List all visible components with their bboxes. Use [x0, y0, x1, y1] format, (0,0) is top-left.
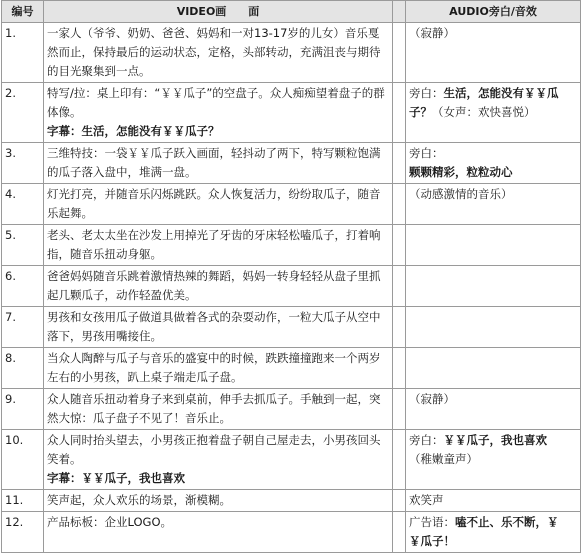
video-cell	[44, 143, 393, 184]
video-text: 众人随音乐扭动着身子来到桌前，伸手去抓瓜子。手触到一起，突然大惊：瓜子盘子不见了！音乐止。	[47, 392, 381, 425]
row-number: 11.	[2, 490, 44, 512]
gap-cell	[393, 512, 406, 553]
audio-bold-text: 颗颗精彩，粒粒动心	[409, 165, 513, 179]
gap-cell	[393, 83, 406, 143]
table-row	[2, 225, 581, 266]
video-text: 老头、老太太坐在沙发上用掉光了牙齿的牙床轻松嗑瓜子，打着响指，随音乐扭动身躯。	[47, 228, 381, 261]
table-row	[2, 430, 581, 490]
video-cell	[44, 184, 393, 225]
audio-bold-text: ￥￥瓜子，我也喜欢	[443, 433, 547, 447]
gap-cell	[393, 225, 406, 266]
row-number: 3.	[2, 143, 44, 184]
video-cell	[44, 225, 393, 266]
video-text: 男孩和女孩用瓜子做道具做着各式的杂耍动作，一粒大瓜子从空中落下，男孩用嘴接住。	[47, 310, 381, 343]
table-row	[2, 307, 581, 348]
audio-cell	[406, 143, 581, 184]
audio-tail-text: （稚嫩童声）	[409, 452, 478, 466]
audio-cell	[406, 23, 581, 83]
audio-tail-text: （女声：欢快喜悦）	[432, 105, 536, 119]
video-text: 笑声起，众人欢乐的场景，渐模糊。	[47, 493, 231, 507]
audio-text: 旁白：	[409, 433, 444, 447]
audio-text: （寂静）	[409, 26, 455, 40]
audio-cell	[406, 307, 581, 348]
header-audio: AUDIO旁白/音效	[406, 1, 581, 23]
table-row	[2, 490, 581, 512]
audio-cell	[406, 490, 581, 512]
video-cell	[44, 389, 393, 430]
gap-cell	[393, 490, 406, 512]
header-row	[2, 1, 581, 23]
gap-cell	[393, 430, 406, 490]
audio-text: 旁白：	[409, 86, 444, 100]
row-number: 1.	[2, 23, 44, 83]
row-number: 10.	[2, 430, 44, 490]
audio-bold-text: 生活，怎能没有￥￥瓜子？	[409, 86, 559, 119]
row-number: 9.	[2, 389, 44, 430]
gap-cell	[393, 184, 406, 225]
audio-cell	[406, 512, 581, 553]
gap-cell	[393, 348, 406, 389]
video-cell	[44, 23, 393, 83]
header-video: VIDEO画 面	[44, 1, 393, 23]
audio-cell	[406, 430, 581, 490]
table-row	[2, 266, 581, 307]
row-number: 2.	[2, 83, 44, 143]
audio-text: （寂静）	[409, 392, 455, 406]
gap-cell	[393, 307, 406, 348]
audio-cell	[406, 83, 581, 143]
table-row	[2, 23, 581, 83]
row-number: 4.	[2, 184, 44, 225]
row-number: 6.	[2, 266, 44, 307]
table-row	[2, 512, 581, 553]
video-text: 特写/拉：桌上印有：“￥￥瓜子”的空盘子。众人痴痴望着盘子的群体像。	[47, 86, 385, 119]
video-text: 众人同时抬头望去，小男孩正抱着盘子朝自己屋走去，小男孩回头笑着。	[47, 433, 381, 466]
video-caption: 字幕：￥￥瓜子，我也喜欢	[47, 471, 185, 485]
video-text: 当众人陶醉与瓜子与音乐的盛宴中的时候，跌跌撞撞跑来一个两岁左右的小男孩，趴上桌子端走瓜子盘。	[47, 351, 381, 384]
audio-cell	[406, 389, 581, 430]
table-row	[2, 184, 581, 225]
row-number: 12.	[2, 512, 44, 553]
table-row	[2, 83, 581, 143]
video-cell	[44, 490, 393, 512]
audio-text: （动感激情的音乐）	[409, 187, 513, 201]
video-text: 三维特技：一袋￥￥瓜子跃入画面，轻抖动了两下，特写颗粒饱满的瓜子落入盘中，堆满一盘。	[47, 146, 381, 179]
video-cell	[44, 348, 393, 389]
table-row	[2, 143, 581, 184]
video-cell	[44, 307, 393, 348]
table-row	[2, 389, 581, 430]
storyboard-table	[1, 0, 581, 553]
video-cell	[44, 430, 393, 490]
row-number: 7.	[2, 307, 44, 348]
video-text: 产品标板：企业LOGO。	[47, 515, 173, 529]
row-number: 8.	[2, 348, 44, 389]
gap-cell	[393, 389, 406, 430]
audio-bold-text: 嗑不止、乐不断，￥￥瓜子！	[409, 515, 559, 548]
audio-text: 欢笑声	[409, 493, 444, 507]
audio-text: 旁白：	[409, 146, 444, 160]
row-number: 5.	[2, 225, 44, 266]
header-gap	[393, 1, 406, 23]
video-caption: 字幕：生活，怎能没有￥￥瓜子？	[47, 124, 220, 138]
table-row	[2, 348, 581, 389]
gap-cell	[393, 23, 406, 83]
audio-cell	[406, 348, 581, 389]
video-text: 爸爸妈妈随音乐跳着激情热辣的舞蹈，妈妈一转身轻轻从盘子里抓起几颗瓜子，动作轻盈优美。	[47, 269, 381, 302]
video-cell	[44, 83, 393, 143]
video-cell	[44, 512, 393, 553]
audio-cell	[406, 266, 581, 307]
audio-cell	[406, 184, 581, 225]
video-cell	[44, 266, 393, 307]
video-text: 灯光打亮，并随音乐闪烁跳跃。众人恢复活力，纷纷取瓜子，随音乐起舞。	[47, 187, 381, 220]
audio-text: 广告语：	[409, 515, 455, 529]
video-text: 一家人（爷爷、奶奶、爸爸、妈妈和一对13-17岁的儿女）音乐戛然而止，保持最后的运动状态，定格，头部转动，充满沮丧与期待的目光聚集到一点。	[47, 26, 381, 78]
header-num: 编号	[2, 1, 44, 23]
gap-cell	[393, 143, 406, 184]
audio-cell	[406, 225, 581, 266]
gap-cell	[393, 266, 406, 307]
